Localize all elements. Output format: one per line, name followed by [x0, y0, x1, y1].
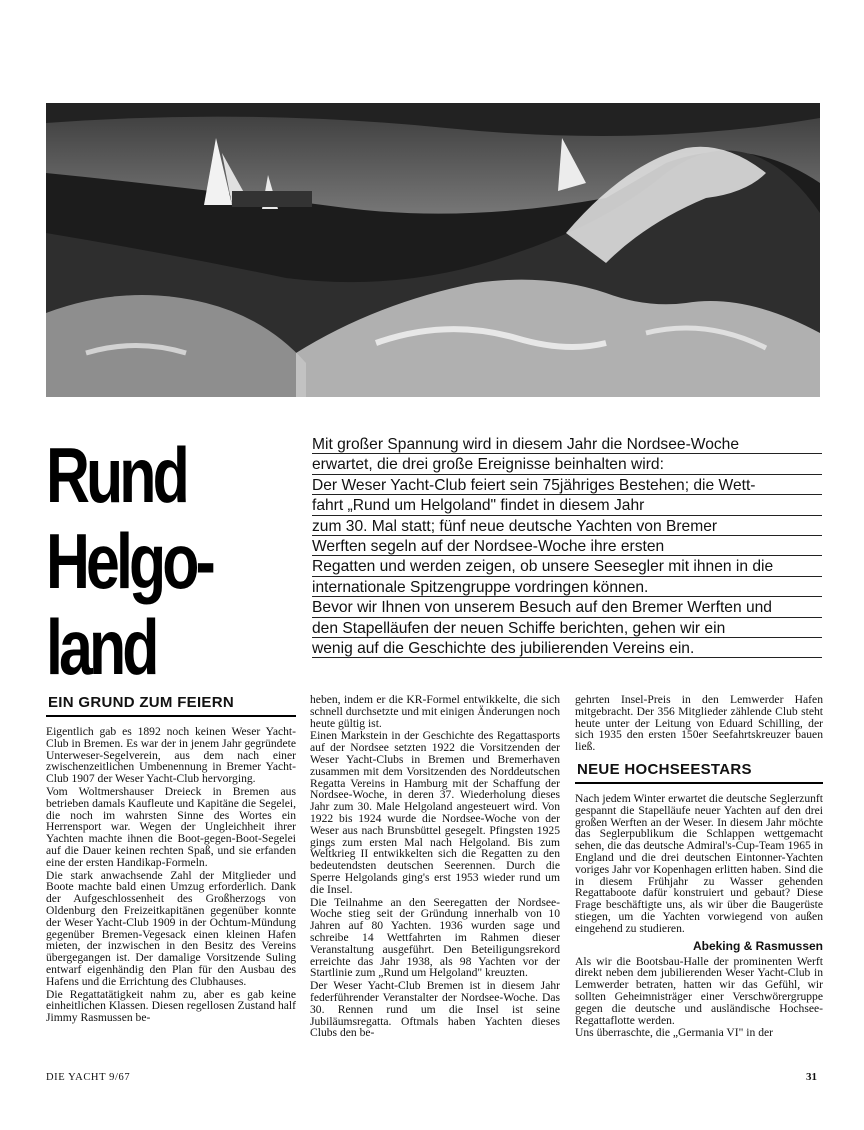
- paragraph: Die stark anwachsende Zahl der Mitglieder und Boote machte bald einen Umzug erforderlich. Dank der Aufgeschlossenheit des Großherzogs von Oldenburg den Freizeitkapitänen gegenüber konnte der Weser Yacht-Club 1909 in der Ochtum-Mündung gegenüber Bremen-Vegesack einen kleinen Hafen mieten, der inzwischen in den Besitz des Vereins übergegangen ist. Der damalige Vorsitzende Suling entwarf eigenhändig den Plan für den Ausbau des Hafens und die Errichtung des Clubhauses.: [46, 868, 296, 988]
- intro-line: internationale Spitzengruppe vordringen können.: [312, 577, 822, 597]
- section-heading: EIN GRUND ZUM FEIERN: [46, 694, 296, 717]
- intro-line: den Stapelläufen der neuen Schiffe berichten, gehen wir ein: [312, 618, 822, 638]
- paragraph: Uns überraschte, die „Germania VI" in der: [575, 1026, 773, 1040]
- paragraph: Einen Markstein in der Geschichte des Regattasports auf der Nordsee setzten 1922 die Vorsitzenden der Weser Yacht-Clubs in Bremen und Bremerhaven zusammen mit dem Vorsitzenden des Norddeutschen Regatta Vereins in Hamburg mit der Schaffung der Nordsee-Woche, in deren 37. Wiederholung dieses Jahr zum 30. Male Helgoland angesteuert wird. Von 1922 bis 1924 wurde die Nordsee-Woche von der Weser aus nach Brunsbüttel gesegelt. Pfingsten 1925 gings zum ersten Mal nach Helgoland. Bis zum Weltkrieg II entwikkelten sich die Regatten zu den bedeutendsten deutschen Seerennen. Durch die Sperre Helgolands ging's erst 1953 wieder rund um die Insel.: [310, 729, 560, 896]
- article-column-1: [46, 694, 296, 1025]
- paragraph: Als wir die Bootsbau-Halle der prominenten Werft direkt neben dem jubilierenden Weser Yacht-Club in Lemwerder betraten, hatten wir das Gefühl, wir sollten Geheimnisträger einer Verschwörergruppe gegen die deutsche und ausländische Hochsee-Regattaflotte werden.: [575, 954, 823, 1027]
- headline-line: land: [46, 603, 156, 691]
- paragraph: Die Regattatätigkeit nahm zu, aber es gab keine einheitlichen Klassen. Diesen regellosen Zustand half Jimmy Rasmussen be-: [46, 987, 296, 1025]
- intro-line: Werften segeln auf der Nordsee-Woche ihre ersten: [312, 536, 822, 556]
- intro-line: Bevor wir Ihnen von unserem Besuch auf den Bremer Werften und: [312, 597, 822, 617]
- paragraph: Vom Woltmershauser Dreieck in Bremen aus betrieben damals Kaufleute und Kapitäne die Segelei, die noch im wahrsten Sinne des Wortes ein Herrensport war. Wegen der Ungleichheit ihrer Yachten machte ihnen die Boot-gegen-Boot-Segelei auf die Dauer keinen rechten Spaß, und sie erfanden eine der ersten Handikap-Formeln.: [46, 784, 296, 869]
- article-column-3: [575, 694, 823, 1040]
- headline-line: Helgo-: [46, 517, 212, 605]
- intro-text: [312, 434, 822, 658]
- intro-line: Mit großer Spannung wird in diesem Jahr die Nordsee-Woche: [312, 434, 822, 454]
- headline-line: Rund: [46, 431, 186, 519]
- paragraph: gehrten Insel-Preis in den Lemwerder Hafen mitgebracht. Der 356 Mitglieder zählende Club steht heute unter der Leitung von Eduard Schilling, der sich 1935 den ersten 150er Seefahrtskreuzer bauen ließ.: [575, 693, 823, 754]
- section-heading: NEUE HOCHSEESTARS: [575, 761, 823, 784]
- page-number: 31: [806, 1071, 817, 1083]
- intro-line: zum 30. Mal statt; fünf neue deutsche Yachten von Bremer: [312, 516, 822, 536]
- intro-line: erwartet, die drei große Ereignisse beinhalten wird:: [312, 454, 822, 474]
- magazine-footer: DIE YACHT 9/67: [46, 1072, 131, 1083]
- sub-heading: Abeking & Rasmussen: [692, 938, 823, 953]
- paragraph: Die Teilnahme an den Seeregatten der Nordsee-Woche stieg seit der Gründung innerhalb von 10 Jahren auf 80 Yachten. 1936 wurden sage und schreibe 14 Wettfahrten im Rahmen dieser Veranstaltung ausgeführt. Den Beteiligungsrekord erreichte das Jahr 1938, als 98 Yachten vor der Startlinie zum „Rund um Helgoland" kreuzten.: [310, 895, 560, 980]
- intro-line: Der Weser Yacht-Club feiert sein 75jähriges Bestehen; die Wett-: [312, 475, 822, 495]
- intro-line: wenig auf die Geschichte des jubilierenden Vereins ein.: [312, 638, 822, 658]
- article-column-2: [310, 694, 560, 1040]
- intro-line: Regatten und werden zeigen, ob unsere Seesegler mit ihnen in die: [312, 556, 822, 576]
- paragraph: Eigentlich gab es 1892 noch keinen Weser Yacht-Club in Bremen. Es war der in jenem Jahr gegründete Unterweser-Segelverein, aus dem nach einer zwischenzeitlichen Umbenennung in Bremer Yacht-Club 1907 der Weser Yacht-Club hervorging.: [46, 725, 296, 786]
- article-headline: [46, 432, 233, 690]
- paragraph: Nach jedem Winter erwartet die deutsche Seglerzunft gespannt die Stapelläufe neuer Yachten auf den drei großen Werften an der Weser. In diesem Jahr möchte das Seglerpublikum die Schlappen wettgemacht sehen, die das deutsche Admiral's-Cup-Team 1965 in England und die drei deutschen Eintonner-Yachten voriges Jahr vor Kopenhagen erlitten haben. Sind die in diesem Frühjahr zu Wasser gehenden Regattaboote dafür konstruiert und gebaut? Diese Frage beschäftigte uns, als wir über die Baugerüste stiegen, um die Yachten vorwiegend von außen eingehend zu studieren.: [575, 791, 823, 935]
- paragraph: Der Weser Yacht-Club Bremen ist in diesem Jahr federführender Veranstalter der Nordsee-Woche. Das 30. Rennen rund um die Insel ist seine Jubiläumsregatta. Oftmals haben Yachten dieses Clubs den be-: [310, 979, 560, 1040]
- sailing-yachts-in-rough-sea-photo: [46, 103, 820, 397]
- intro-line: fahrt „Rund um Helgoland" findet in diesem Jahr: [312, 495, 822, 515]
- header-photo: [46, 103, 820, 397]
- paragraph: heben, indem er die KR-Formel entwikkelte, die sich schnell durchsetzte und mit einigen Änderungen noch heute gültig ist.: [310, 693, 560, 730]
